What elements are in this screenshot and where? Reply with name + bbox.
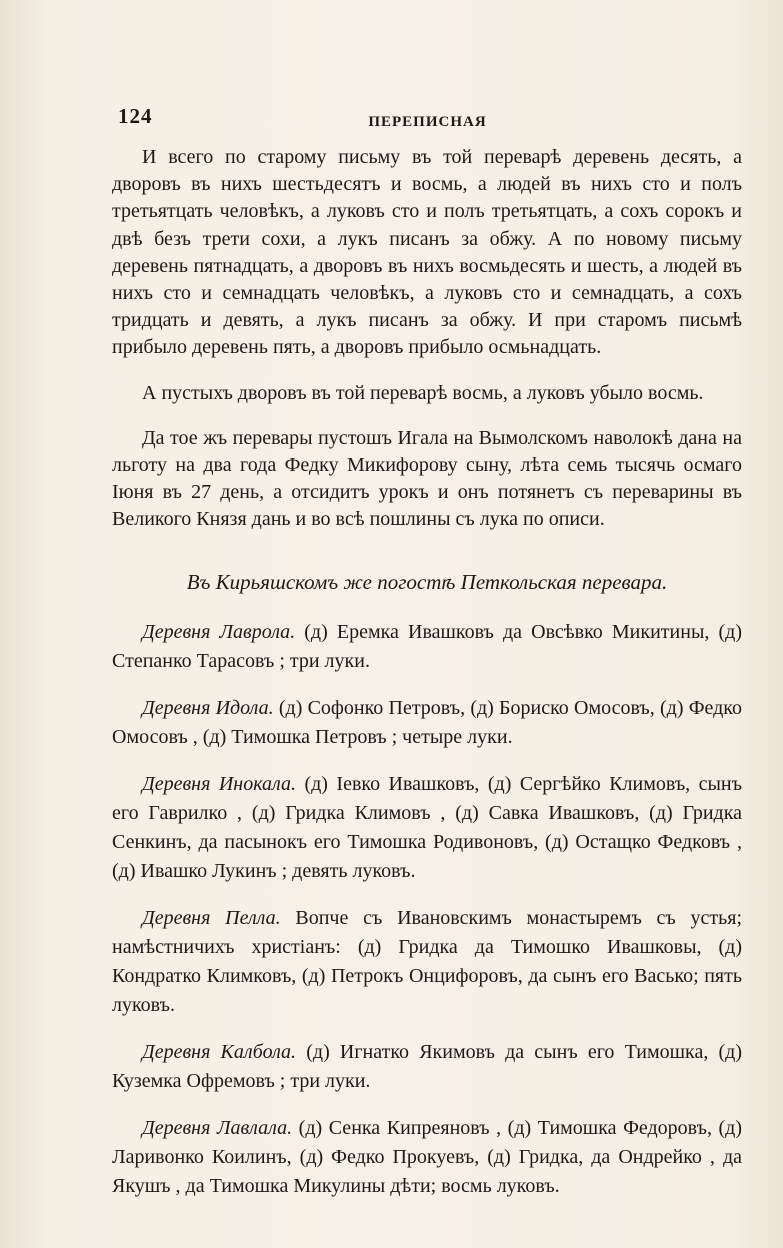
village-name: Деревня Пелла. bbox=[142, 906, 281, 929]
village-record: (д) Игнатко Якимовъ да сынъ его Тимошка, (д) Куземка Офремовъ ; три луки. bbox=[112, 1040, 743, 1092]
village-entry bbox=[112, 770, 742, 886]
village-record: (д) Сенка Кипреяновъ , (д) Тимошка Федоровъ, (д) Ларивонко Коилинъ, (д) Федко Прокуевъ, (д) Гридка, да Ондрейко , да Якушъ , да Тимошка Микулины дѣти; восмь луковъ. bbox=[112, 1116, 742, 1197]
village-record: (д) Еремка Ивашковъ да Овсѣвко Микитины, (д) Степанко Тарасовъ ; три луки. bbox=[112, 620, 742, 672]
village-entry bbox=[112, 1114, 742, 1201]
village-name: Деревня Лаврола. bbox=[142, 620, 296, 643]
paragraph: Да тое жъ перевары пустошъ Игала на Вымолскомъ наволокѣ дана на льготу на два года Федку Микифорову сыну, лѣта семь тысячь осмаго Іюня въ 27 день, а отсидитъ урокъ и онъ потянетъ съ переварины въ Великого Князя дань и во всѣ пошлины съ лука по описи. bbox=[112, 426, 742, 531]
village-name: Деревня Калбола. bbox=[142, 1040, 297, 1063]
paragraph: И всего по старому письму въ той переварѣ деревень десять, а дворовъ въ нихъ шестьдесятъ и восмь, а людей въ нихъ сто и полъ третьятцать человѣкъ, а луковъ сто и полъ третьятцать, а сохъ сорокъ и двѣ безъ трети сохи, а лукъ писанъ за обжу. А по новому письму деревень пятнадцать, а дворовъ въ нихъ восмьдесять и шесть, а людей въ нихъ сто и семнадцать человѣкъ, а луковъ сто и семнадцать, а сохъ тридцать и девять, а лукъ писанъ за обжу. И при старомъ письмѣ прибыло деревень пять, а дворовъ прибыло осмьнадцать. bbox=[112, 146, 742, 359]
village-name: Деревня Инокала. bbox=[142, 772, 297, 795]
page-header bbox=[118, 104, 737, 134]
village-entry bbox=[112, 904, 742, 1020]
village-entry bbox=[112, 1038, 742, 1096]
running-head: ПЕРЕПИСНАЯ bbox=[368, 114, 487, 130]
village-record: (д) Софонко Петровъ, (д) Бориско Омосовъ, (д) Федко Омосовъ , (д) Тимошка Петровъ ; четыре луки. bbox=[112, 696, 743, 748]
village-name: Деревня Лавлала. bbox=[142, 1116, 293, 1139]
section-title: Въ Кирьяшскомъ же погостѣ Петкольская перевара. bbox=[186, 569, 668, 594]
village-name: Деревня Идола. bbox=[142, 696, 274, 719]
village-record: Вопче съ Ивановскимъ монастыремъ съ устья; намѣстничихъ христіанъ: (д) Гридка да Тимошко Ивашковы, (д) Кондратко Климковъ, (д) Петрокъ Онцифоровъ, да сынъ его Васько; пять луковъ. bbox=[112, 906, 743, 1016]
village-entry bbox=[112, 694, 742, 752]
village-record: (д) Іевко Ивашковъ, (д) Сергѣйко Климовъ, сынъ его Гаврилко , (д) Гридка Климовъ , (д) Савка Ивашковъ, (д) Гридка Сенкинъ, да пасынокъ его Тимошка Родивоновъ, (д) Остащко Федковъ , (д) Ивашко Лукинъ ; девять луковъ. bbox=[112, 772, 742, 882]
page-body bbox=[112, 144, 742, 1219]
page-number: 124 bbox=[118, 104, 153, 128]
paragraph: А пустыхъ дворовъ въ той переварѣ восмь, а луковъ убыло восмь. bbox=[142, 381, 704, 404]
village-entry bbox=[112, 618, 742, 676]
